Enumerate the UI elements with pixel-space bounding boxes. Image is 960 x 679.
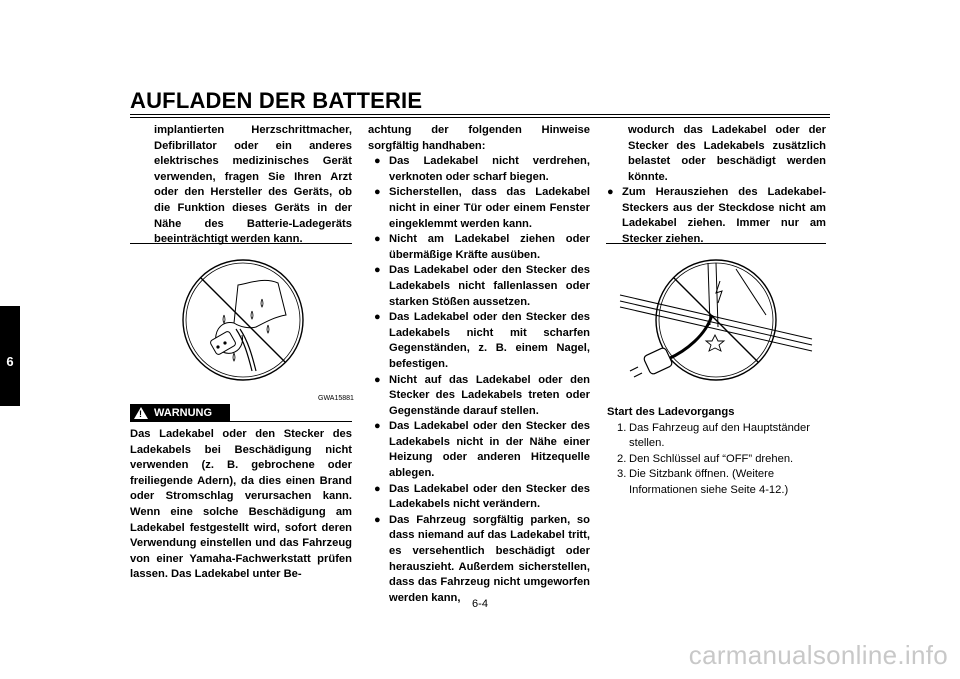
step-text: Den Schlüssel auf “OFF” drehen.: [629, 452, 794, 465]
figure-code: GWA15881: [318, 395, 354, 402]
list-item: ● Das Fahrzeug sorgfältig parken, so dass niemand auf das Ladekabel tritt, es versehentlich beschädigt oder herauszieht. Außerdem sicherstellen, dass das Fahrzeug nicht umgeworfen werden kann,: [374, 513, 590, 607]
warning-text: Das Ladekabel oder den Stecker des Ladekabels bei Beschädigung nicht verwenden (z. B. gebrochene oder freiliegende Adern), da dies einen Brand oder Stromschlag verursachen kann. Wenn eine solche Beschädigung am Ladekabel festgestellt wird, sofort deren Verwendung einstellen und das Fahrzeug von einer Yamaha-Fachwerkstatt prüfen lassen. Das Ladekabel unter Be-: [130, 428, 352, 581]
warning-header: [130, 404, 352, 424]
list-item: [607, 467, 826, 498]
col3-procedure: [607, 405, 826, 499]
col2-intro: achtung der folgenden Hinweise sorgfältig handhaben:: [368, 124, 590, 152]
chapter-number: 6: [6, 354, 14, 369]
title-rule: [130, 114, 830, 115]
title-rule-thin: [130, 117, 830, 118]
page-number: 6-4: [472, 598, 488, 610]
warning-label: WARNUNG: [154, 407, 213, 419]
chapter-tab: [0, 306, 20, 406]
list-item: ● Das Ladekabel oder den Stecker des Ladekabels nicht mit scharfen Gegenständen, z. B. einem Nagel, befestigen.: [374, 310, 590, 372]
col3-continuation: wodurch das Ladekabel oder der Stecker des Ladekabels zusätzlich belastet oder beschädigt werden könnte.: [628, 124, 826, 183]
steps-list: [607, 421, 826, 499]
list-item: ● Zum Herausziehen des Ladekabel-Steckers aus der Steckdose nicht am Ladekabel ziehen. Immer nur am Stecker ziehen.: [607, 185, 826, 247]
page-title: AUFLADEN DER BATTERIE: [130, 88, 423, 113]
col1-rule: [130, 243, 352, 244]
step-number: 3.: [617, 468, 627, 481]
step-text: Die Sitzbank öffnen. (Weitere Informationen siehe Seite 4-12.): [629, 468, 789, 496]
list-item: [607, 421, 826, 452]
no-wet-hands-illustration: [178, 255, 308, 385]
list-item: ● Das Ladekabel oder den Stecker des Ladekabels nicht fallenlassen oder starken Stößen aussetzen.: [374, 263, 590, 310]
step-text: Das Fahrzeug auf den Hauptständer stellen.: [629, 421, 810, 450]
list-item: ● Das Ladekabel oder den Stecker des Ladekabels nicht in der Nähe einer Heizung oder anderen Hitzequelle ablegen.: [374, 419, 590, 481]
step-number: 1.: [617, 421, 627, 434]
warning-badge: [130, 404, 230, 422]
section-heading: Start des Ladevorgangs: [607, 406, 735, 418]
list-item: ● Nicht am Ladekabel ziehen oder übermäßige Kräfte ausüben.: [374, 232, 590, 263]
list-item: ● Das Ladekabel oder den Stecker des Ladekabels nicht verändern.: [374, 482, 590, 513]
warning-bullet-list: [374, 154, 590, 606]
col2: [368, 123, 590, 606]
watermark: carmanualsonline.info: [688, 640, 948, 670]
list-item: ● Das Ladekabel nicht verdrehen, verknoten oder scharf biegen.: [374, 154, 590, 185]
col1-intro: implantierten Herzschrittmacher, Defibrillator oder ein anderes elektrisches medizinisches Gerät verwenden, fragen Sie Ihren Arzt oder den Hersteller des Geräts, ob die Funktion dieses Geräts in der Nähe des Batterie-Ladegeräts beeinträchtigt werden kann.: [154, 124, 352, 246]
no-pull-cable-illustration: [616, 255, 816, 385]
col3-rule: [606, 243, 826, 244]
col3-bullet-list: [607, 185, 826, 247]
list-item: ● Nicht auf das Ladekabel oder den Stecker des Ladekabels treten oder Gegenstände darauf stellen.: [374, 373, 590, 420]
warning-rule: [230, 421, 352, 422]
list-item: [607, 452, 826, 468]
list-item: ● Sicherstellen, dass das Ladekabel nicht in einer Tür oder einem Fenster eingeklemmt werden kann.: [374, 185, 590, 232]
step-number: 2.: [617, 452, 627, 465]
warning-triangle-icon: !: [134, 407, 148, 419]
